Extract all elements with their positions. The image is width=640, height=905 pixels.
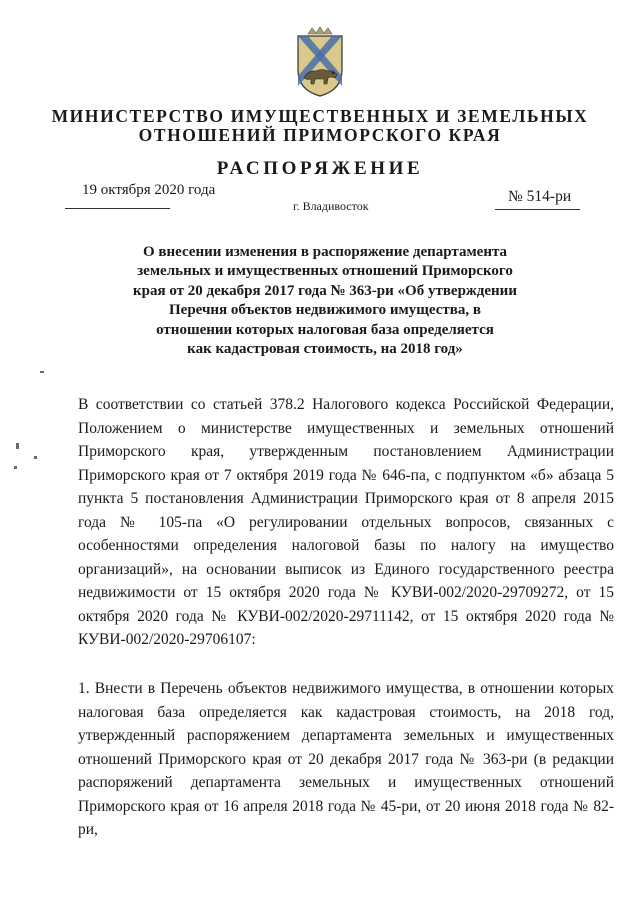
body-paragraph-1: В соответствии со статьей 378.2 Налогового кодекса Российской Федерации, Положением о министерстве имущественных и земельных отношений Приморского края, утвержденным постановлением Администрации Приморского края от 7 октября 2019 года № 646-па, с подпунктом «б» абзаца 5 пункта 5 постановления Администрации Приморского края от 8 апреля 2015 года № 105-па «О регулировании отдельных вопросов, связанных с особенностями определения налоговой базы по налогу на имущество организаций», на основании выписок из Единого государственного реестра недвижимости от 15 октября 2020 года № КУВИ-002/2020-29709272, от 15 октября 2020 года № КУВИ-002/2020-29711142, от 15 октября 2020 года № КУВИ-002/2020-29706107: — [78, 396, 614, 648]
scan-mark — [34, 456, 37, 459]
body-paragraph-2: 1. Внести в Перечень объектов недвижимого имущества, в отношении которых налоговая база определяется как кадастровая стоимость, на 2018 год, утвержденный распоряжением департамента земельных и имущественных отношений Приморского края от 20 декабря 2017 года № 363-ри (в редакции распоряжений департамента земельных и имущественных отношений Приморского края от 16 апреля 2018 года № 45-ри, от 20 июня 2018 года № 82-ри, — [78, 680, 614, 838]
coat-of-arms-emblem — [290, 26, 350, 98]
date-underline — [65, 208, 170, 209]
document-subject: О внесении изменения в распоряжение департамента земельных и имущественных отношений Приморского края от 20 декабря 2017 года № 363-ри «Об утверждении Перечня объектов недвижимого имущества, в отношении которых налоговая база определяется как кадастровая стоимость, на 2018 год» — [133, 244, 517, 358]
scan-mark — [16, 443, 19, 449]
scan-mark — [14, 466, 17, 469]
number-underline — [495, 209, 580, 210]
document-city: г. Владивосток — [293, 199, 369, 213]
document-type-title: РАСПОРЯЖЕНИЕ — [216, 158, 424, 179]
ministry-name-line1: МИНИСТЕРСТВО ИМУЩЕСТВЕННЫХ И ЗЕМЕЛЬНЫХ — [51, 106, 589, 126]
document-date: 19 октября 2020 года — [82, 182, 216, 198]
scan-mark — [40, 371, 44, 373]
ministry-name-line2: ОТНОШЕНИЙ ПРИМОРСКОГО КРАЯ — [138, 125, 502, 145]
document-number: № 514-ри — [508, 188, 572, 205]
